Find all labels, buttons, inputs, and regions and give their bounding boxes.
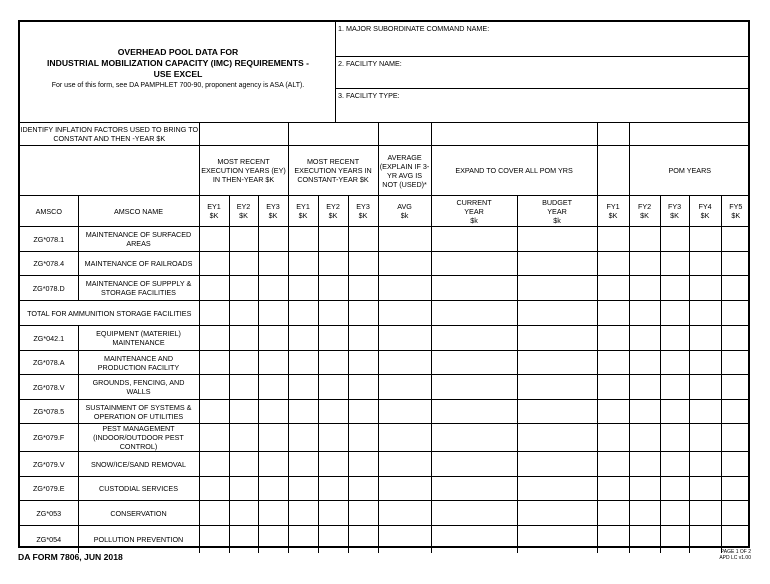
data-entry-cell[interactable] <box>229 351 258 375</box>
data-entry-cell[interactable] <box>431 351 517 375</box>
row-amsco-code: ZG*079.E <box>20 477 78 501</box>
data-entry-cell[interactable] <box>378 301 431 326</box>
row-amsco-code: ZG*078.A <box>20 351 78 375</box>
data-entry-cell[interactable] <box>348 252 378 276</box>
data-entry-cell[interactable] <box>431 301 517 326</box>
data-entry-cell[interactable] <box>288 375 318 400</box>
data-entry-cell[interactable] <box>689 227 721 252</box>
data-entry-cell[interactable] <box>378 326 431 351</box>
data-entry-cell[interactable] <box>689 477 721 501</box>
data-entry-cell[interactable] <box>721 252 750 276</box>
data-entry-cell[interactable] <box>721 477 750 501</box>
row-amsco-code: ZG*078.D <box>20 276 78 301</box>
group-header-recent-constant: MOST RECENT EXECUTION YEARS IN CONSTANT-YEAR $K <box>288 146 378 196</box>
data-entry-cell[interactable] <box>629 227 660 252</box>
data-entry-cell[interactable] <box>318 227 348 252</box>
data-entry-cell[interactable] <box>229 501 258 526</box>
data-entry-cell[interactable] <box>318 452 348 477</box>
data-entry-cell[interactable] <box>288 501 318 526</box>
row-amsco-code: ZG*079.V <box>20 452 78 477</box>
data-entry-cell[interactable] <box>721 301 750 326</box>
data-entry-cell[interactable] <box>721 326 750 351</box>
data-entry-cell[interactable] <box>597 326 629 351</box>
data-entry-cell[interactable] <box>288 400 318 424</box>
col-header-budget-year: BUDGET YEAR $k <box>517 196 597 227</box>
data-entry-cell[interactable] <box>199 252 229 276</box>
table-row <box>20 326 750 351</box>
row-amsco-code: ZG*078.1 <box>20 227 78 252</box>
data-entry-cell[interactable] <box>258 301 288 326</box>
data-entry-cell[interactable] <box>348 400 378 424</box>
data-entry-cell[interactable] <box>199 526 229 553</box>
data-entry-cell[interactable] <box>517 326 597 351</box>
form-title-line-3: USE EXCEL <box>153 69 203 79</box>
data-entry-cell[interactable] <box>517 375 597 400</box>
data-entry-cell[interactable] <box>597 276 629 301</box>
data-entry-cell[interactable] <box>288 326 318 351</box>
inflation-cell-blank[interactable] <box>597 123 629 146</box>
data-entry-cell[interactable] <box>660 424 689 452</box>
data-entry-cell[interactable] <box>721 501 750 526</box>
inflation-cell-then-year[interactable] <box>199 123 288 146</box>
data-entry-cell[interactable] <box>660 452 689 477</box>
data-entry-cell[interactable] <box>689 501 721 526</box>
group-header-average: AVERAGE (EXPLAIN IF 3-YR AVG IS NOT (USED)* <box>378 146 431 196</box>
col-header-avg: AVG $k <box>378 196 431 227</box>
data-entry-cell[interactable] <box>229 375 258 400</box>
data-entry-cell[interactable] <box>689 526 721 553</box>
data-entry-cell[interactable] <box>288 276 318 301</box>
data-entry-cell[interactable] <box>517 276 597 301</box>
data-entry-cell[interactable] <box>597 477 629 501</box>
row-amsco-code: ZG*078.5 <box>20 400 78 424</box>
inflation-cell-constant-year[interactable] <box>288 123 378 146</box>
data-entry-cell[interactable] <box>660 351 689 375</box>
col-header-fy5: FY5 $K <box>721 196 750 227</box>
data-entry-cell[interactable] <box>721 400 750 424</box>
data-entry-cell[interactable] <box>431 424 517 452</box>
data-entry-cell[interactable] <box>629 501 660 526</box>
data-entry-cell[interactable] <box>431 227 517 252</box>
data-entry-cell[interactable] <box>199 301 229 326</box>
data-entry-cell[interactable] <box>348 227 378 252</box>
data-entry-cell[interactable] <box>378 227 431 252</box>
data-entry-cell[interactable] <box>597 375 629 400</box>
data-entry-cell[interactable] <box>378 276 431 301</box>
data-entry-cell[interactable] <box>229 452 258 477</box>
data-entry-cell[interactable] <box>721 375 750 400</box>
data-entry-cell[interactable] <box>258 452 288 477</box>
data-entry-cell[interactable] <box>258 424 288 452</box>
data-entry-cell[interactable] <box>378 375 431 400</box>
inflation-cell-average[interactable] <box>378 123 431 146</box>
data-entry-cell[interactable] <box>629 424 660 452</box>
form-title-line-2: INDUSTRIAL MOBILIZATION CAPACITY (IMC) REQUIREMENTS - <box>47 58 309 68</box>
data-entry-cell[interactable] <box>199 477 229 501</box>
data-entry-cell[interactable] <box>597 351 629 375</box>
data-entry-cell[interactable] <box>229 276 258 301</box>
table-row <box>20 301 750 326</box>
data-entry-cell[interactable] <box>629 252 660 276</box>
data-entry-cell[interactable] <box>689 400 721 424</box>
data-entry-cell[interactable] <box>431 276 517 301</box>
data-entry-cell[interactable] <box>318 326 348 351</box>
data-entry-cell[interactable] <box>199 326 229 351</box>
data-entry-cell[interactable] <box>660 526 689 553</box>
data-entry-cell[interactable] <box>378 526 431 553</box>
data-entry-cell[interactable] <box>517 351 597 375</box>
row-amsco-code: ZG*079.F <box>20 424 78 452</box>
data-entry-cell[interactable] <box>288 424 318 452</box>
data-entry-cell[interactable] <box>318 276 348 301</box>
data-entry-cell[interactable] <box>517 400 597 424</box>
data-entry-cell[interactable] <box>258 375 288 400</box>
data-entry-cell[interactable] <box>318 301 348 326</box>
data-entry-cell[interactable] <box>660 326 689 351</box>
data-entry-cell[interactable] <box>517 227 597 252</box>
data-entry-cell[interactable] <box>660 400 689 424</box>
form-title <box>20 47 336 80</box>
data-entry-cell[interactable] <box>229 301 258 326</box>
data-entry-cell[interactable] <box>629 400 660 424</box>
table-row <box>20 276 750 301</box>
col-header-amsco-name: AMSCO NAME <box>78 196 199 227</box>
data-entry-cell[interactable] <box>629 375 660 400</box>
field-facility-type[interactable]: 3. FACILITY TYPE: <box>338 91 400 100</box>
data-entry-cell[interactable] <box>318 477 348 501</box>
row-amsco-code: ZG*042.1 <box>20 326 78 351</box>
data-entry-cell[interactable] <box>258 526 288 553</box>
form-title-line-1: OVERHEAD POOL DATA FOR <box>117 47 239 57</box>
data-entry-cell[interactable] <box>318 351 348 375</box>
data-entry-cell[interactable] <box>318 501 348 526</box>
data-entry-cell[interactable] <box>378 252 431 276</box>
row-amsco-name: MAINTENANCE OF SUPPPLY & STORAGE FACILITIES <box>78 276 199 301</box>
row-amsco-code: ZG*078.4 <box>20 252 78 276</box>
data-entry-cell[interactable] <box>348 276 378 301</box>
data-entry-cell[interactable] <box>431 452 517 477</box>
table-row <box>20 400 750 424</box>
data-entry-cell[interactable] <box>660 477 689 501</box>
data-entry-cell[interactable] <box>348 424 378 452</box>
row-amsco-name: MAINTENANCE AND PRODUCTION FACILITY <box>78 351 199 375</box>
row-amsco-name: CUSTODIAL SERVICES <box>78 477 199 501</box>
data-entry-cell[interactable] <box>199 227 229 252</box>
data-entry-cell[interactable] <box>348 526 378 553</box>
data-entry-cell[interactable] <box>517 452 597 477</box>
data-entry-cell[interactable] <box>660 276 689 301</box>
data-entry-cell[interactable] <box>288 452 318 477</box>
data-entry-cell[interactable] <box>288 526 318 553</box>
data-entry-cell[interactable] <box>258 477 288 501</box>
field-facility-name[interactable]: 2. FACILITY NAME: <box>336 57 750 89</box>
data-entry-cell[interactable] <box>318 526 348 553</box>
data-entry-cell[interactable] <box>229 227 258 252</box>
data-entry-cell[interactable] <box>229 326 258 351</box>
table-row <box>20 477 750 501</box>
form-subtitle: For use of this form, see DA PAMPHLET 700-90, proponent agency is ASA (ALT). <box>51 82 305 89</box>
inflation-cell-expand[interactable] <box>431 123 597 146</box>
table-row <box>20 375 750 400</box>
data-entry-cell[interactable] <box>288 301 318 326</box>
col-header-fy4: FY4 $K <box>689 196 721 227</box>
data-entry-cell[interactable] <box>721 276 750 301</box>
form-header-left <box>20 22 336 122</box>
table-row <box>20 501 750 526</box>
data-entry-cell[interactable] <box>660 301 689 326</box>
data-entry-cell[interactable] <box>597 424 629 452</box>
row-amsco-name: MAINTENANCE OF RAILROADS <box>78 252 199 276</box>
row-amsco-name: EQUIPMENT (MATERIEL) MAINTENANCE <box>78 326 199 351</box>
data-entry-cell[interactable] <box>629 301 660 326</box>
data-entry-cell[interactable] <box>689 452 721 477</box>
data-entry-cell[interactable] <box>629 452 660 477</box>
table-row <box>20 526 750 553</box>
data-entry-cell[interactable] <box>689 351 721 375</box>
data-entry-cell[interactable] <box>258 326 288 351</box>
col-header-fy1: FY1 $K <box>597 196 629 227</box>
data-entry-cell[interactable] <box>199 351 229 375</box>
form-frame <box>18 20 750 548</box>
col-header-fy2: FY2 $K <box>629 196 660 227</box>
table-row <box>20 424 750 452</box>
row-amsco-name: POLLUTION PREVENTION <box>78 526 199 553</box>
data-entry-cell[interactable] <box>378 351 431 375</box>
data-entry-cell[interactable] <box>629 477 660 501</box>
data-entry-cell[interactable] <box>378 400 431 424</box>
row-amsco-code: ZG*053 <box>20 501 78 526</box>
data-entry-cell[interactable] <box>721 227 750 252</box>
inflation-cell-pom[interactable] <box>629 123 750 146</box>
data-entry-cell[interactable] <box>378 501 431 526</box>
table-row <box>20 452 750 477</box>
data-entry-cell[interactable] <box>348 301 378 326</box>
data-entry-cell[interactable] <box>721 452 750 477</box>
data-entry-cell[interactable] <box>258 351 288 375</box>
group-header-blank <box>20 146 199 196</box>
data-entry-cell[interactable] <box>378 424 431 452</box>
data-entry-cell[interactable] <box>689 252 721 276</box>
data-entry-cell[interactable] <box>517 301 597 326</box>
data-entry-cell[interactable] <box>348 375 378 400</box>
data-entry-cell[interactable] <box>258 227 288 252</box>
data-entry-cell[interactable] <box>629 351 660 375</box>
page-indicator <box>719 550 751 561</box>
data-entry-cell[interactable] <box>431 501 517 526</box>
data-entry-cell[interactable] <box>199 276 229 301</box>
data-entry-cell[interactable] <box>597 400 629 424</box>
row-total-label: TOTAL FOR AMMUNITION STORAGE FACILITIES <box>20 301 199 326</box>
row-amsco-name: GROUNDS, FENCING, AND WALLS <box>78 375 199 400</box>
data-entry-cell[interactable] <box>629 276 660 301</box>
data-entry-cell[interactable] <box>629 526 660 553</box>
data-entry-cell[interactable] <box>258 276 288 301</box>
data-entry-cell[interactable] <box>660 252 689 276</box>
data-entry-cell[interactable] <box>199 501 229 526</box>
data-entry-cell[interactable] <box>660 501 689 526</box>
data-entry-cell[interactable] <box>378 452 431 477</box>
data-entry-cell[interactable] <box>229 477 258 501</box>
row-amsco-name: SUSTAINMENT OF SYSTEMS & OPERATION OF UTILITIES <box>78 400 199 424</box>
data-entry-cell[interactable] <box>431 326 517 351</box>
inflation-factors-label: IDENTIFY INFLATION FACTORS USED TO BRING TO CONSTANT AND THEN -YEAR $K <box>20 123 199 146</box>
col-header-current-year: CURRENT YEAR $k <box>431 196 517 227</box>
data-entry-cell[interactable] <box>199 452 229 477</box>
col-header-const-ey3: EY3 $K <box>348 196 378 227</box>
data-entry-cell[interactable] <box>348 501 378 526</box>
col-header-const-ey1: EY1 $K <box>288 196 318 227</box>
data-entry-cell[interactable] <box>517 526 597 553</box>
data-entry-cell[interactable] <box>288 252 318 276</box>
col-header-then-ey1: EY1 $K <box>199 196 229 227</box>
data-entry-cell[interactable] <box>199 424 229 452</box>
col-header-amsco: AMSCO <box>20 196 78 227</box>
form-version: APD LC v1.00 <box>719 554 751 561</box>
group-header-pom: POM YEARS <box>629 146 750 196</box>
page-number: PAGE 1 OF 2 <box>720 549 751 555</box>
data-entry-cell[interactable] <box>689 375 721 400</box>
data-entry-cell[interactable] <box>199 375 229 400</box>
data-entry-cell[interactable] <box>348 351 378 375</box>
group-header-recent-then: MOST RECENT EXECUTION YEARS (EY) IN THEN-YEAR $K <box>199 146 288 196</box>
data-entry-cell[interactable] <box>597 501 629 526</box>
data-entry-cell[interactable] <box>689 424 721 452</box>
col-header-then-ey2: EY2 $K <box>229 196 258 227</box>
data-entry-cell[interactable] <box>348 477 378 501</box>
data-entry-cell[interactable] <box>689 276 721 301</box>
form-id: DA FORM 7806, JUN 2018 <box>18 552 123 562</box>
data-entry-cell[interactable] <box>229 424 258 452</box>
data-entry-cell[interactable] <box>597 252 629 276</box>
data-entry-cell[interactable] <box>229 252 258 276</box>
data-entry-cell[interactable] <box>318 424 348 452</box>
row-amsco-name: MAINTENANCE OF SURFACED AREAS <box>78 227 199 252</box>
data-entry-cell[interactable] <box>378 477 431 501</box>
data-entry-cell[interactable] <box>431 252 517 276</box>
data-entry-cell[interactable] <box>258 252 288 276</box>
data-entry-cell[interactable] <box>721 351 750 375</box>
data-entry-cell[interactable] <box>689 326 721 351</box>
row-amsco-name: SNOW/ICE/SAND REMOVAL <box>78 452 199 477</box>
data-entry-cell[interactable] <box>318 400 348 424</box>
table-row <box>20 227 750 252</box>
data-entry-cell[interactable] <box>431 400 517 424</box>
data-entry-cell[interactable] <box>431 477 517 501</box>
data-entry-cell[interactable] <box>229 526 258 553</box>
data-entry-cell[interactable] <box>597 452 629 477</box>
data-entry-cell[interactable] <box>597 526 629 553</box>
data-entry-cell[interactable] <box>288 477 318 501</box>
col-header-then-ey3: EY3 $K <box>258 196 288 227</box>
data-entry-cell[interactable] <box>258 501 288 526</box>
overhead-pool-table <box>20 122 750 553</box>
data-entry-cell[interactable] <box>431 375 517 400</box>
group-header-blank-2 <box>597 146 629 196</box>
data-entry-cell[interactable] <box>517 252 597 276</box>
data-entry-cell[interactable] <box>199 400 229 424</box>
data-entry-cell[interactable] <box>660 375 689 400</box>
data-entry-cell[interactable] <box>288 227 318 252</box>
group-header-expand: EXPAND TO COVER ALL POM YRS <box>431 146 597 196</box>
data-entry-cell[interactable] <box>660 227 689 252</box>
data-entry-cell[interactable] <box>689 301 721 326</box>
data-entry-cell[interactable] <box>318 252 348 276</box>
data-entry-cell[interactable] <box>721 424 750 452</box>
row-amsco-code: ZG*054 <box>20 526 78 553</box>
data-entry-cell[interactable] <box>258 400 288 424</box>
data-entry-cell[interactable] <box>597 227 629 252</box>
data-entry-cell[interactable] <box>629 326 660 351</box>
table-row <box>20 252 750 276</box>
data-entry-cell[interactable] <box>288 351 318 375</box>
field-major-subordinate-command[interactable]: 1. MAJOR SUBORDINATE COMMAND NAME: <box>336 22 750 57</box>
data-entry-cell[interactable] <box>431 526 517 553</box>
data-entry-cell[interactable] <box>318 375 348 400</box>
data-entry-cell[interactable] <box>517 477 597 501</box>
row-amsco-name: CONSERVATION <box>78 501 199 526</box>
table-row <box>20 351 750 375</box>
col-header-const-ey2: EY2 $K <box>318 196 348 227</box>
data-entry-cell[interactable] <box>517 501 597 526</box>
col-header-fy3: FY3 $K <box>660 196 689 227</box>
row-amsco-name: PEST MANAGEMENT (INDOOR/OUTDOOR PEST CONTROL) <box>78 424 199 452</box>
row-amsco-code: ZG*078.V <box>20 375 78 400</box>
data-entry-cell[interactable] <box>597 301 629 326</box>
data-entry-cell[interactable] <box>348 326 378 351</box>
data-entry-cell[interactable] <box>229 400 258 424</box>
data-entry-cell[interactable] <box>348 452 378 477</box>
data-entry-cell[interactable] <box>517 424 597 452</box>
